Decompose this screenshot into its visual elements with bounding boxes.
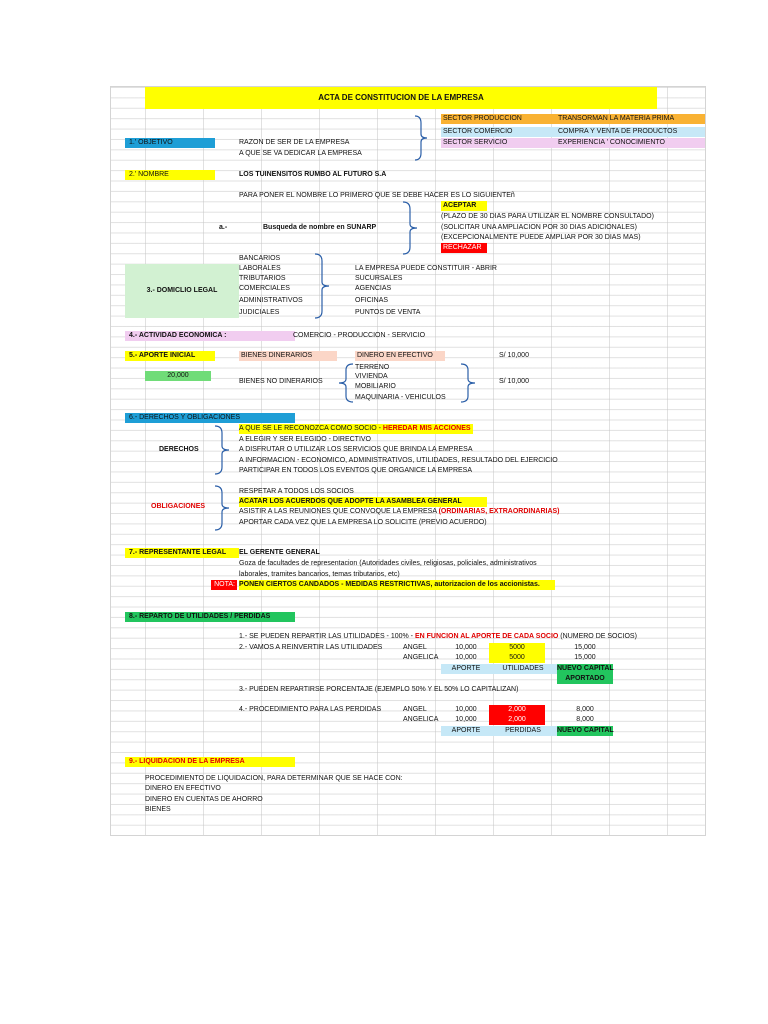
brace-sectors — [411, 115, 431, 161]
util-row-1-valor: 5000 — [489, 643, 545, 653]
derecho-1b: HEREDAR — [382, 425, 418, 432]
sector-servicio: SECTOR SERVICIO — [441, 138, 559, 148]
nota-label: NOTA: — [211, 580, 237, 590]
util-header-aporte: APORTE — [441, 664, 491, 674]
sector-servicio-desc: EXPERIENCIA ' CONOCIMIENTO — [556, 138, 706, 148]
reparto-p1 — [239, 632, 637, 642]
brace-obligaciones — [211, 485, 231, 531]
aceptar-badge: ACEPTAR — [441, 201, 487, 211]
liquidacion-line-3: DINERO EN CUENTAS DE AHORRO — [145, 796, 263, 803]
liquidacion-label: 9.- LIQUIDACION DE LA EMPRESA — [125, 757, 295, 767]
bien-terreno: TERRENO — [355, 364, 390, 371]
util-header-aportado: APORTADO — [557, 674, 613, 684]
util-row-2-capital: 15,000 — [574, 654, 596, 661]
derecho-1 — [239, 424, 473, 434]
sector-produccion-desc: TRANSORMAN LA MATERIA PRIMA — [556, 114, 706, 124]
domicilio-constituir-5: PUNTOS DE VENTA — [355, 309, 421, 316]
perd-header-perdidas: PERDIDAS — [489, 726, 557, 736]
obligaciones-label: OBLIGACIONES — [151, 503, 206, 510]
busqueda-line-1: (PLAZO DE 30 DIAS PARA UTILIZAR EL NOMBRE CONSULTADO) — [441, 213, 654, 220]
page-title: ACTA DE CONSTITUCION DE LA EMPRESA — [145, 87, 657, 109]
liquidacion-line-1: PROCEDIMIENTO DE LIQUIDACION, PARA DETERMINAR QUE SE HACE CON: — [145, 775, 403, 782]
domicilio-type-2: LABORALES — [239, 265, 281, 272]
perd-row-1-aporte: 10,000 — [455, 706, 477, 713]
domicilio-type-1: BANCARIOS — [239, 255, 281, 262]
brace-busqueda — [399, 201, 421, 255]
nombre-value: LOS TUINENSITOS RUMBO AL FUTURO S.A — [239, 171, 387, 178]
domicilio-label: 3.- DOMICLIO LEGAL — [125, 264, 239, 318]
obligacion-3 — [239, 507, 560, 517]
brace-bienes-right — [457, 363, 477, 403]
nombre-label: 2.' NOMBRE — [125, 170, 215, 180]
util-row-1-capital: 15,000 — [574, 644, 596, 651]
actividad-value: COMERCIO - PRODUCCION - SERVICIO — [293, 332, 426, 339]
aporte-total: 20,000 — [145, 371, 211, 381]
util-row-2-valor: 5000 — [489, 653, 545, 663]
aporte-label: 5.- APORTE INICIAL — [125, 351, 215, 361]
obligacion-2: ACATAR LOS ACUERDOS QUE ADOPTE LA ASAMBLEA GENERAL — [239, 497, 487, 507]
sector-comercio: SECTOR COMERCIO — [441, 127, 559, 137]
rechazar-badge: RECHAZAR — [441, 243, 487, 253]
derecho-1c: MIS ACCIONES — [417, 425, 471, 432]
domicilio-constituir-1: LA EMPRESA PUEDE CONSTITUIR - ABRIR — [355, 265, 497, 272]
actividad-label: 4.- ACTIVIDAD ECONOMICA : — [125, 331, 295, 341]
domicilio-type-6: JUDICIALES — [239, 309, 280, 316]
nota-text: PONEN CIERTOS CANDADOS - MEDIDAS RESTRICTIVAS, autorizacion de los accionistas. — [239, 580, 555, 590]
perd-header-nuevo-capital: NUEVO CAPITAL — [557, 727, 614, 734]
domicilio-constituir-2: SUCURSALES — [355, 275, 403, 282]
obligacion-1: RESPETAR A TODOS LOS SOCIOS — [239, 488, 354, 495]
brace-derechos — [211, 425, 231, 475]
bienes-no-dinerarios: BIENES NO DINERARIOS — [239, 378, 323, 385]
sector-produccion: SECTOR PRODUCCION — [441, 114, 559, 124]
busqueda-line-3: (EXCEPCIONALMENTE PUEDE AMPLIAR POR 30 DIAS MAS) — [441, 234, 641, 241]
derechos-label: DERECHOS — [159, 446, 199, 453]
derecho-2: A ELEGIR Y SER ELEGIDO - DIRECTIVO — [239, 436, 372, 443]
brace-bienes-left — [337, 363, 357, 403]
domicilio-type-3: TRIBUTARIOS — [239, 275, 286, 282]
util-row-2-name: ANGELICA — [403, 654, 439, 661]
efectivo-monto: S/ 10,000 — [499, 352, 529, 359]
perd-row-2-aporte: 10,000 — [455, 716, 477, 723]
derecho-3: A DISFRUTAR O UTILIZAR LOS SERVICIOS QUE BRINDA LA EMPRESA — [239, 446, 473, 453]
util-row-2-aporte: 10,000 — [455, 654, 477, 661]
spreadsheet-page — [110, 86, 706, 836]
reparto-p1c: (NUMERO DE SOCIOS) — [558, 633, 637, 640]
obligacion-3b: (ORDINARIAS, EXTRAORDINARIAS) — [438, 508, 560, 515]
domicilio-constituir-4: OFICINAS — [355, 297, 389, 304]
dinero-efectivo: DINERO EN EFECTIVO — [355, 351, 445, 361]
busqueda-line-2: (SOLICITAR UNA AMPLIACION POR 30 DIAS ADICIONALES) — [441, 224, 637, 231]
perd-row-2-name: ANGELICA — [403, 716, 439, 723]
util-header-nuevo-capital: NUEVO CAPITAL — [557, 665, 614, 672]
derecho-5: PARTICIPAR EN TODOS LOS EVENTOS QUE ORGANICE LA EMPRESA — [239, 467, 473, 474]
derecho-4: A INFORMACION - ECONOMICO, ADMINISTRATIVOS, UTILIDADES, RESULTADO DEL EJERCICIO — [239, 457, 558, 464]
domicilio-type-4: COMERCIALES — [239, 285, 290, 292]
bienes-monto: S/ 10,000 — [499, 378, 529, 385]
objetivo-label: 1.' OBJETIVO — [125, 138, 215, 148]
representante-value: EL GERENTE GENERAL — [239, 549, 320, 556]
reparto-p1b: EN FUNCION AL APORTE DE CADA SOCIO — [414, 633, 559, 640]
busqueda-label: Busqueda de nombre en SUNARP — [263, 224, 377, 231]
derechos-obligaciones-label: 6.- DERECHOS Y OBLIGACIONES — [125, 413, 295, 423]
reparto-p2: 2.- VAMOS A REINVERTIR LAS UTILIDADES — [239, 644, 383, 651]
objetivo-line-2: A QUE SE VA DEDICAR LA EMPRESA — [239, 150, 362, 157]
domicilio-constituir-3: AGENCIAS — [355, 285, 392, 292]
perd-row-1-capital: 8,000 — [576, 706, 594, 713]
reparto-label: 8.- REPARTO DE UTILIDADES / PERDIDAS — [125, 612, 295, 622]
liquidacion-line-2: DINERO EN EFECTIVO — [145, 785, 221, 792]
representante-label: 7.- REPRESENTANTE LEGAL — [125, 548, 239, 558]
brace-domicilio — [311, 253, 333, 319]
bien-maquinaria: MAQUINARIA - VEHICULOS — [355, 394, 446, 401]
sector-comercio-desc: COMPRA Y VENTA DE PRODUCTOS — [556, 127, 706, 137]
perd-header-aporte: APORTE — [441, 726, 491, 736]
bienes-dinerarios: BIENES DINERARIOS — [239, 351, 337, 361]
perd-row-1-name: ANGEL — [403, 706, 427, 713]
bien-vivienda: VIVIENDA — [355, 373, 388, 380]
obligacion-4: APORTAR CADA VEZ QUE LA EMPRESA LO SOLICITE (PREVIO ACUERDO) — [239, 519, 487, 526]
objetivo-line-1: RAZON DE SER DE LA EMPRESA — [239, 139, 350, 146]
reparto-p4: 4.- PROCEDIMIENTO PARA LAS PERDIDAS — [239, 706, 382, 713]
perd-row-2-valor: 2,000 — [489, 715, 545, 725]
reparto-p3: 3.- PUEDEN REPARTIRSE PORCENTAJE (EJEMPLO 50% Y EL 50% LO CAPITALIZAN) — [239, 686, 519, 693]
reparto-p1a: 1.- SE PUEDEN REPARTIR LAS UTILIDADES - 100% - — [239, 633, 415, 640]
domicilio-type-5: ADMINISTRATIVOS — [239, 297, 303, 304]
util-header-utilidades: UTILIDADES — [489, 664, 557, 674]
perd-row-2-capital: 8,000 — [576, 716, 594, 723]
derecho-1a: A QUE SE LE RECONOZCA COMO SOCIO - — [239, 425, 383, 432]
representante-desc-1: Goza de facultades de representacion (Autoridades civiles, religiosas, policiales, administrativos — [239, 560, 537, 567]
obligacion-3a: ASISTIR A LAS REUNIONES QUE CONVOQUE LA EMPRESA — [239, 508, 439, 515]
busqueda-step: a.- — [219, 224, 228, 231]
util-row-1-aporte: 10,000 — [455, 644, 477, 651]
liquidacion-line-4: BIENES — [145, 806, 171, 813]
util-row-1-name: ANGEL — [403, 644, 427, 651]
bien-mobiliario: MOBILIARIO — [355, 383, 396, 390]
perd-row-1-valor: 2,000 — [489, 705, 545, 715]
busqueda-intro: PARA PONER EL NOMBRE LO PRIMERO QUE SE DEBE HACER ES LO SIGUIENTEñ — [239, 192, 515, 199]
representante-desc-2: laborales, tramites bancarios, temas tributarios, etc) — [239, 571, 400, 578]
